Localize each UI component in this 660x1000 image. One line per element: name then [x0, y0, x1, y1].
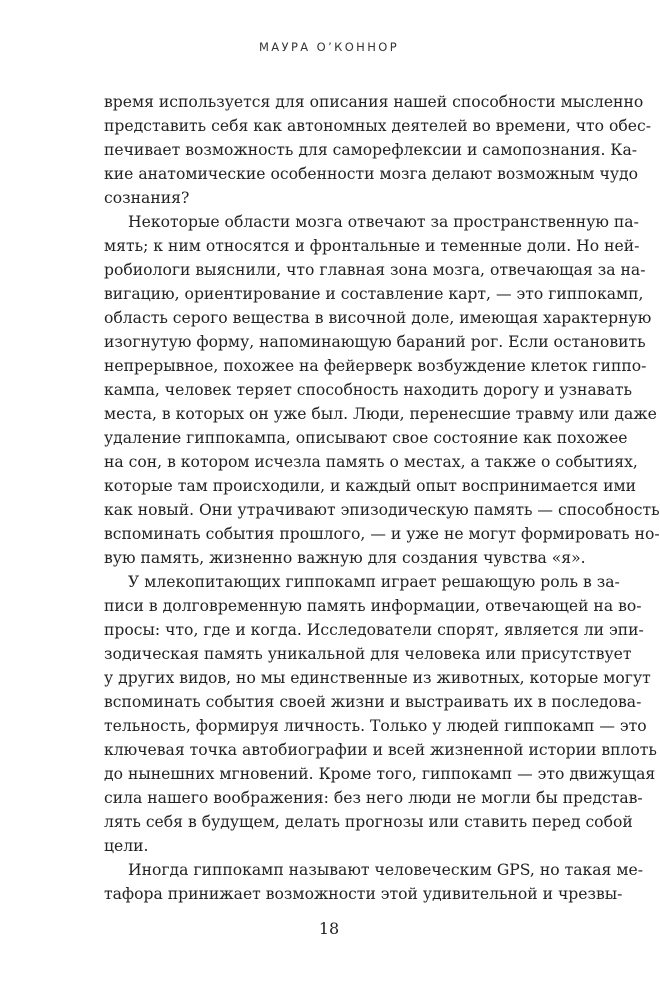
text-line: сознания? [104, 189, 190, 207]
text-line: вую память, жизненно важную для создания чувства «я». [104, 549, 586, 567]
text-line: мять; к ним относятся и фронтальные и теменные доли. Но ней- [104, 237, 640, 255]
running-head: МАУРА О’КОННОР [258, 40, 400, 54]
text-line: удаление гиппокампа, описывают свое состояние как похожее [104, 429, 628, 447]
text-line: ключевая точка автобиографии и всей жизненной истории вплоть [104, 741, 657, 759]
text-line: которые там происходили, и каждый опыт воспринимается ими [104, 477, 637, 495]
text-line: тельность, формируя личность. Только у людей гиппокамп — это [104, 717, 647, 735]
text-line: область серого вещества в височной доле, имеющая характерную [104, 309, 652, 327]
text-line: лять себя в будущем, делать прогнозы или ставить перед собой [104, 813, 633, 831]
text-line: вспоминать события прошлого, — и уже не могут формировать но- [104, 525, 660, 543]
page-number: 18 [318, 919, 340, 938]
text-line: места, в которых он уже был. Люди, перенесшие травму или даже [104, 405, 657, 423]
text-line: тафора принижает возможности этой удивительной и чрезвы- [104, 885, 623, 903]
text-line: просы: что, где и когда. Исследователи спорят, является ли эпи- [104, 621, 644, 639]
text-line: до нынешних мгновений. Кроме того, гиппокамп — это движущая [104, 765, 656, 783]
text-line: непрерывное, похожее на фейерверк возбуждение клеток гиппо- [104, 357, 647, 375]
text-line: у других видов, но мы единственные из животных, которые могут [104, 669, 651, 687]
text-line: зодическая память уникальной для человека или присутствует [104, 645, 632, 663]
text-line: на сон, в котором исчезла память о местах, а также о событиях, [104, 453, 638, 471]
paragraph-first-line: Некоторые области мозга отвечают за пространственную па- [128, 213, 639, 231]
text-line: сила нашего воображения: без него люди не могли бы представ- [104, 789, 643, 807]
text-line: вспоминать события своей жизни и выстраивать их в последова- [104, 693, 642, 711]
text-line: как новый. Они утрачивают эпизодическую память — способность [104, 501, 660, 519]
text-line: печивает возможность для саморефлексии и самопознания. Ка- [104, 141, 638, 159]
text-line: время используется для описания нашей способности мысленно [104, 93, 644, 111]
body-text [104, 90, 660, 906]
text-line: кие анатомические особенности мозга делают возможным чудо [104, 165, 638, 183]
paragraph-first-line: У млекопитающих гиппокамп играет решающую роль в за- [128, 573, 620, 591]
text-line: изогнутую форму, напоминающую бараний рог. Если остановить [104, 333, 646, 351]
paragraph-first-line: Иногда гиппокамп называют человеческим GPS, но такая ме- [128, 861, 643, 879]
text-line: вигацию, ориентирование и составление карт, — это гиппокамп, [104, 285, 644, 303]
text-line: представить себя как автономных деятелей во времени, что обес- [104, 117, 652, 135]
text-line: робиологи выяснили, что главная зона мозга, отвечающая за на- [104, 261, 646, 279]
text-line: писи в долговременную память информации, отвечающей на во- [104, 597, 642, 615]
text-line: кампа, человек теряет способность находить дорогу и узнавать [104, 381, 632, 399]
text-line: цели. [104, 837, 149, 855]
